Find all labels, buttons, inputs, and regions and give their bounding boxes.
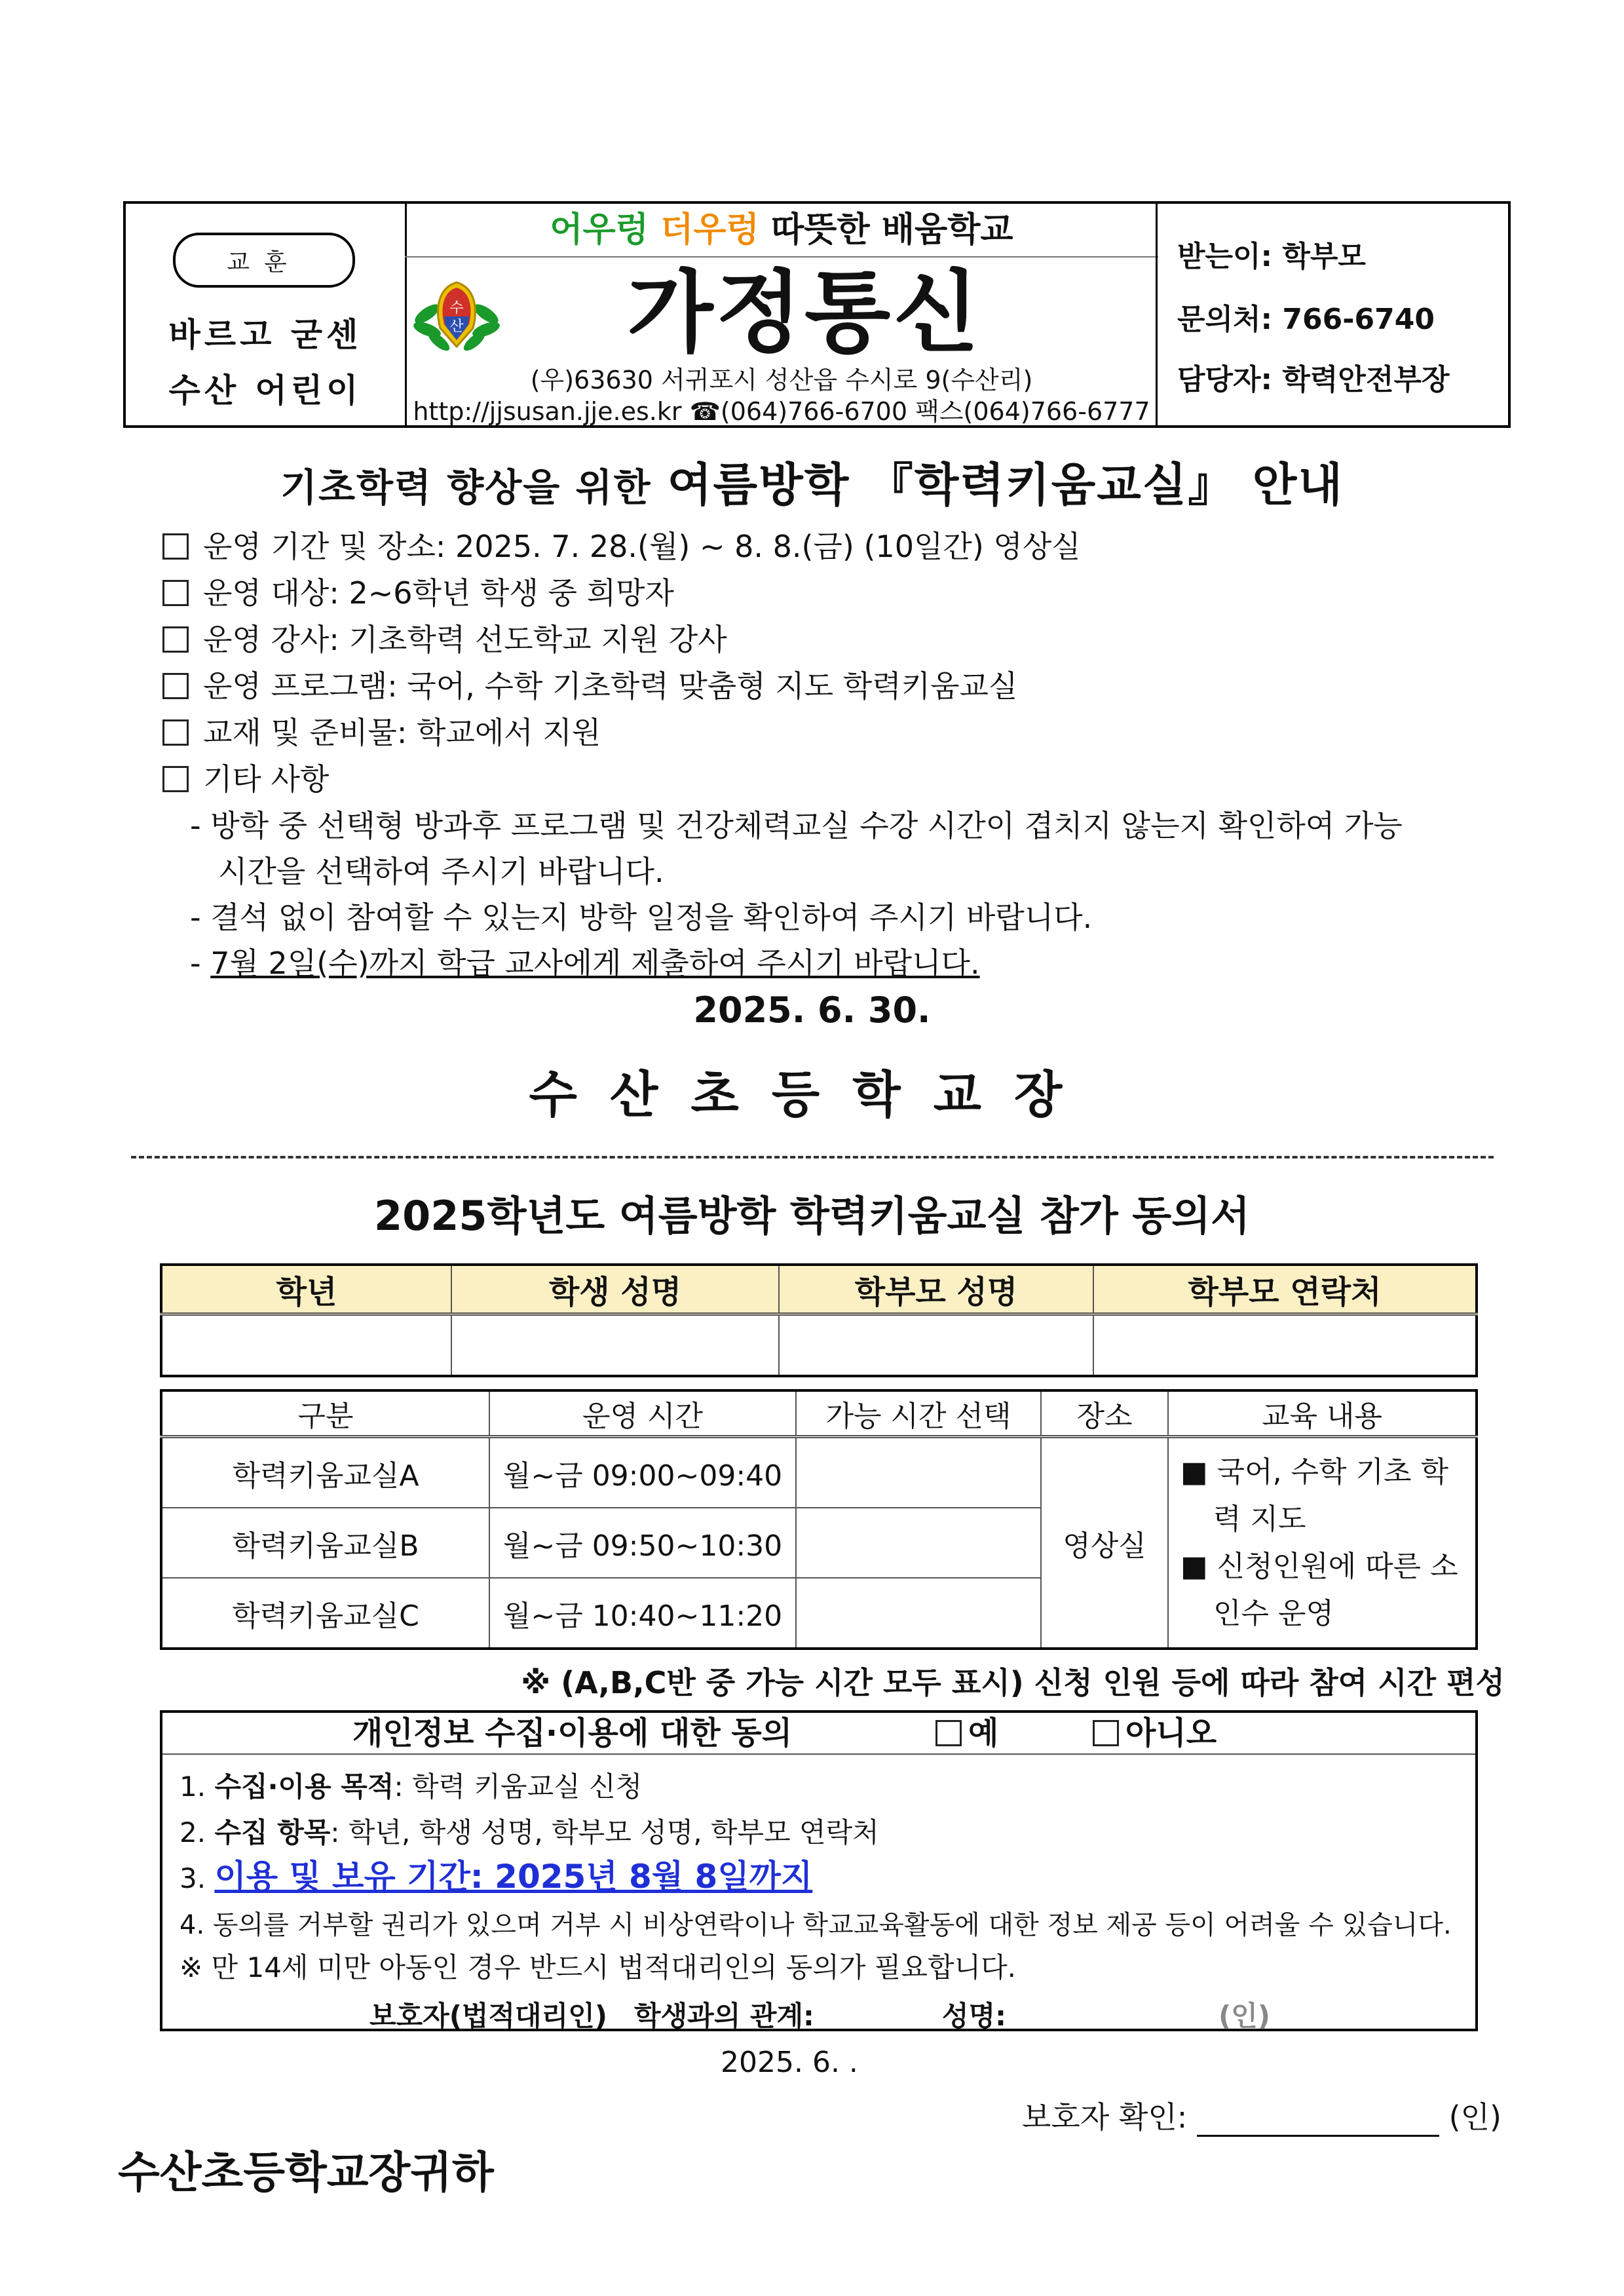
- principal-signature: 수산초등학교장: [529, 1065, 1095, 1124]
- slogan: [405, 204, 1158, 258]
- checkbox-icon: [162, 626, 189, 653]
- checkbox-icon: [162, 533, 189, 560]
- motto-line-1: 바르고 굳센: [168, 316, 362, 354]
- consent-no-option[interactable]: 아니오: [1093, 1713, 1217, 1753]
- checkbox-icon[interactable]: [1093, 1720, 1119, 1746]
- class-place: 영상실: [1041, 1437, 1168, 1649]
- parent-contact-field[interactable]: [1093, 1314, 1477, 1377]
- guardian-label: 보호자(법적대리인): [369, 2000, 607, 2032]
- notice-item-etc: 기타 사항: [162, 756, 329, 799]
- privacy-item-period: 3. 이용 및 보유 기간: 2025년 8월 8일까지: [179, 1858, 813, 1896]
- parent-name-field[interactable]: [779, 1314, 1093, 1377]
- checkbox-icon: [162, 673, 189, 699]
- etc-note-3: - 7월 2일(수)까지 학급 교사에게 제출하여 주시기 바랍니다.: [190, 946, 980, 981]
- slogan-word-2: 더우렁: [660, 210, 759, 250]
- guardian-confirm: 보호자 확인: (인): [1022, 2094, 1501, 2137]
- student-info-table: [160, 1263, 1478, 1377]
- square-bullet-icon: ■: [1180, 1549, 1217, 1583]
- edu-item-1: ■ 국어, 수학 기초 학력 지도: [1180, 1455, 1449, 1536]
- privacy-item-fields: 2. 수집 항목: 학년, 학생 성명, 학부모 성명, 학부모 연락처: [179, 1816, 879, 1848]
- notice-title-prefix: 기초학력 향상을 위한: [280, 465, 652, 510]
- etc-note-2: - 결석 없이 참여할 수 있는지 방학 일정을 확인하여 주시기 바랍니다.: [190, 900, 1093, 935]
- manager: 담당자: 학력안전부장: [1177, 363, 1450, 396]
- name-label: 성명:: [942, 2000, 1006, 2032]
- motto-line-2: 수산 어린이: [168, 372, 362, 410]
- class-time: 월~금 10:40~11:20: [489, 1578, 796, 1649]
- time-select-cell[interactable]: [796, 1508, 1041, 1578]
- class-time: 월~금 09:00~09:40: [489, 1437, 796, 1508]
- notice-date: 2025. 6. 30.: [693, 989, 931, 1031]
- notice-item-period: 운영 기간 및 장소: 2025. 7. 28.(월) ~ 8. 8.(금) (10일간) 영상실: [162, 523, 1081, 566]
- th-student-name: 학생 성명: [451, 1265, 779, 1314]
- notice-title-main: 여름방학 『학력키움교실』 안내: [667, 458, 1344, 512]
- grade-field[interactable]: [161, 1314, 451, 1377]
- inquiry-phone: 문의처: 766-6740: [1177, 303, 1435, 336]
- consent-form-title: 2025학년도 여름방학 학력키움교실 참가 동의서: [374, 1192, 1250, 1240]
- th-content: 교육 내용: [1168, 1390, 1477, 1437]
- th-parent-name: 학부모 성명: [779, 1265, 1093, 1314]
- slogan-rest: 따뜻한 배움학교: [770, 210, 1013, 250]
- checkbox-icon: [162, 719, 189, 746]
- class-name: 학력키움교실C: [161, 1578, 489, 1649]
- th-time: 운영 시간: [489, 1390, 796, 1437]
- th-category: 구분: [161, 1390, 489, 1437]
- logo-glyph-bottom: 산: [449, 318, 464, 335]
- consent-yes-option[interactable]: 예: [935, 1713, 998, 1753]
- motto-label: 교훈: [173, 233, 355, 288]
- checkbox-icon[interactable]: [935, 1720, 962, 1746]
- cut-line: [131, 1156, 1494, 1158]
- th-grade: 학년: [161, 1265, 451, 1314]
- privacy-item-minor: ※ 만 14세 미만 아동인 경우 반드시 법적대리인의 동의가 필요합니다.: [179, 1951, 1017, 1983]
- class-name: 학력키움교실B: [161, 1508, 489, 1578]
- class-content: [1168, 1437, 1477, 1649]
- notice-title: [0, 448, 1624, 514]
- th-place: 장소: [1041, 1390, 1168, 1437]
- consent-date: 2025. 6. .: [721, 2046, 858, 2079]
- addressee: 수산초등학교장귀하: [118, 2147, 494, 2198]
- page-title: 가정통신: [627, 261, 982, 365]
- school-phone: ☎(064)766-6700 팩스(064)766-6777: [689, 397, 1150, 426]
- class-name: 학력키움교실A: [161, 1437, 489, 1508]
- schedule-table: [160, 1389, 1478, 1650]
- school-web-phone: [405, 391, 1158, 427]
- etc-note-1: - 방학 중 선택형 방과후 프로그램 및 건강체력교실 수강 시간이 겹치지 않는지 확인하여 가능: [190, 808, 1403, 843]
- notice-item-instructor: 운영 강사: 기초학력 선도학교 지원 강사: [162, 616, 727, 659]
- notice-item-target: 운영 대상: 2~6학년 학생 중 희망자: [162, 569, 674, 613]
- privacy-item-purpose: 1. 수집·이용 목적: 학력 키움교실 신청: [179, 1770, 643, 1803]
- table-row: [161, 1437, 1477, 1508]
- seal-mark: (인): [1218, 2000, 1270, 2032]
- contact-section: [1156, 204, 1508, 425]
- schedule-note: ※ (A,B,C반 중 가능 시간 모두 표시) 신청 인원 등에 따라 참여 시간 편성: [521, 1665, 1505, 1700]
- square-bullet-icon: ■: [1180, 1455, 1217, 1489]
- time-select-cell[interactable]: [796, 1437, 1041, 1508]
- guardian-sign-field[interactable]: [1197, 2109, 1439, 2137]
- etc-note-1-cont: 시간을 선택하여 주시기 바랍니다.: [218, 854, 664, 889]
- checkbox-icon: [162, 766, 189, 792]
- th-parent-contact: 학부모 연락처: [1093, 1265, 1477, 1314]
- time-select-cell[interactable]: [796, 1578, 1041, 1649]
- notice-item-materials: 교재 및 준비물: 학교에서 지원: [162, 709, 601, 752]
- relation-label: 학생과의 관계:: [634, 2000, 814, 2032]
- school-address: (우)63630 서귀포시 성산읍 수시로 9(수산리): [530, 366, 1033, 394]
- recipient: 받는이: 학부모: [1177, 240, 1366, 273]
- notice-item-program: 운영 프로그램: 국어, 수학 기초학력 맞춤형 지도 학력키움교실: [162, 662, 1017, 706]
- privacy-item-refusal: 4. 동의를 거부할 권리가 있으며 거부 시 비상연락이나 학교교육활동에 대한 정보 제공 등이 어려울 수 있습니다.: [179, 1910, 1452, 1940]
- school-website-link[interactable]: http://jjsusan.jje.es.kr: [413, 397, 682, 426]
- privacy-header: [162, 1713, 1475, 1755]
- class-time: 월~금 09:50~10:30: [489, 1508, 796, 1578]
- slogan-word-1: 어우렁: [550, 210, 649, 250]
- student-name-field[interactable]: [451, 1314, 779, 1377]
- privacy-consent-box: [160, 1710, 1478, 2031]
- logo-glyph-top: 수: [449, 300, 464, 316]
- header-box: [123, 201, 1511, 428]
- motto-section: [126, 204, 407, 425]
- th-select: 가능 시간 선택: [796, 1390, 1041, 1437]
- privacy-title: 개인정보 수집·이용에 대한 동의: [352, 1715, 793, 1751]
- edu-item-2: ■ 신청인원에 따른 소인수 운영: [1180, 1549, 1458, 1630]
- checkbox-icon: [162, 580, 189, 606]
